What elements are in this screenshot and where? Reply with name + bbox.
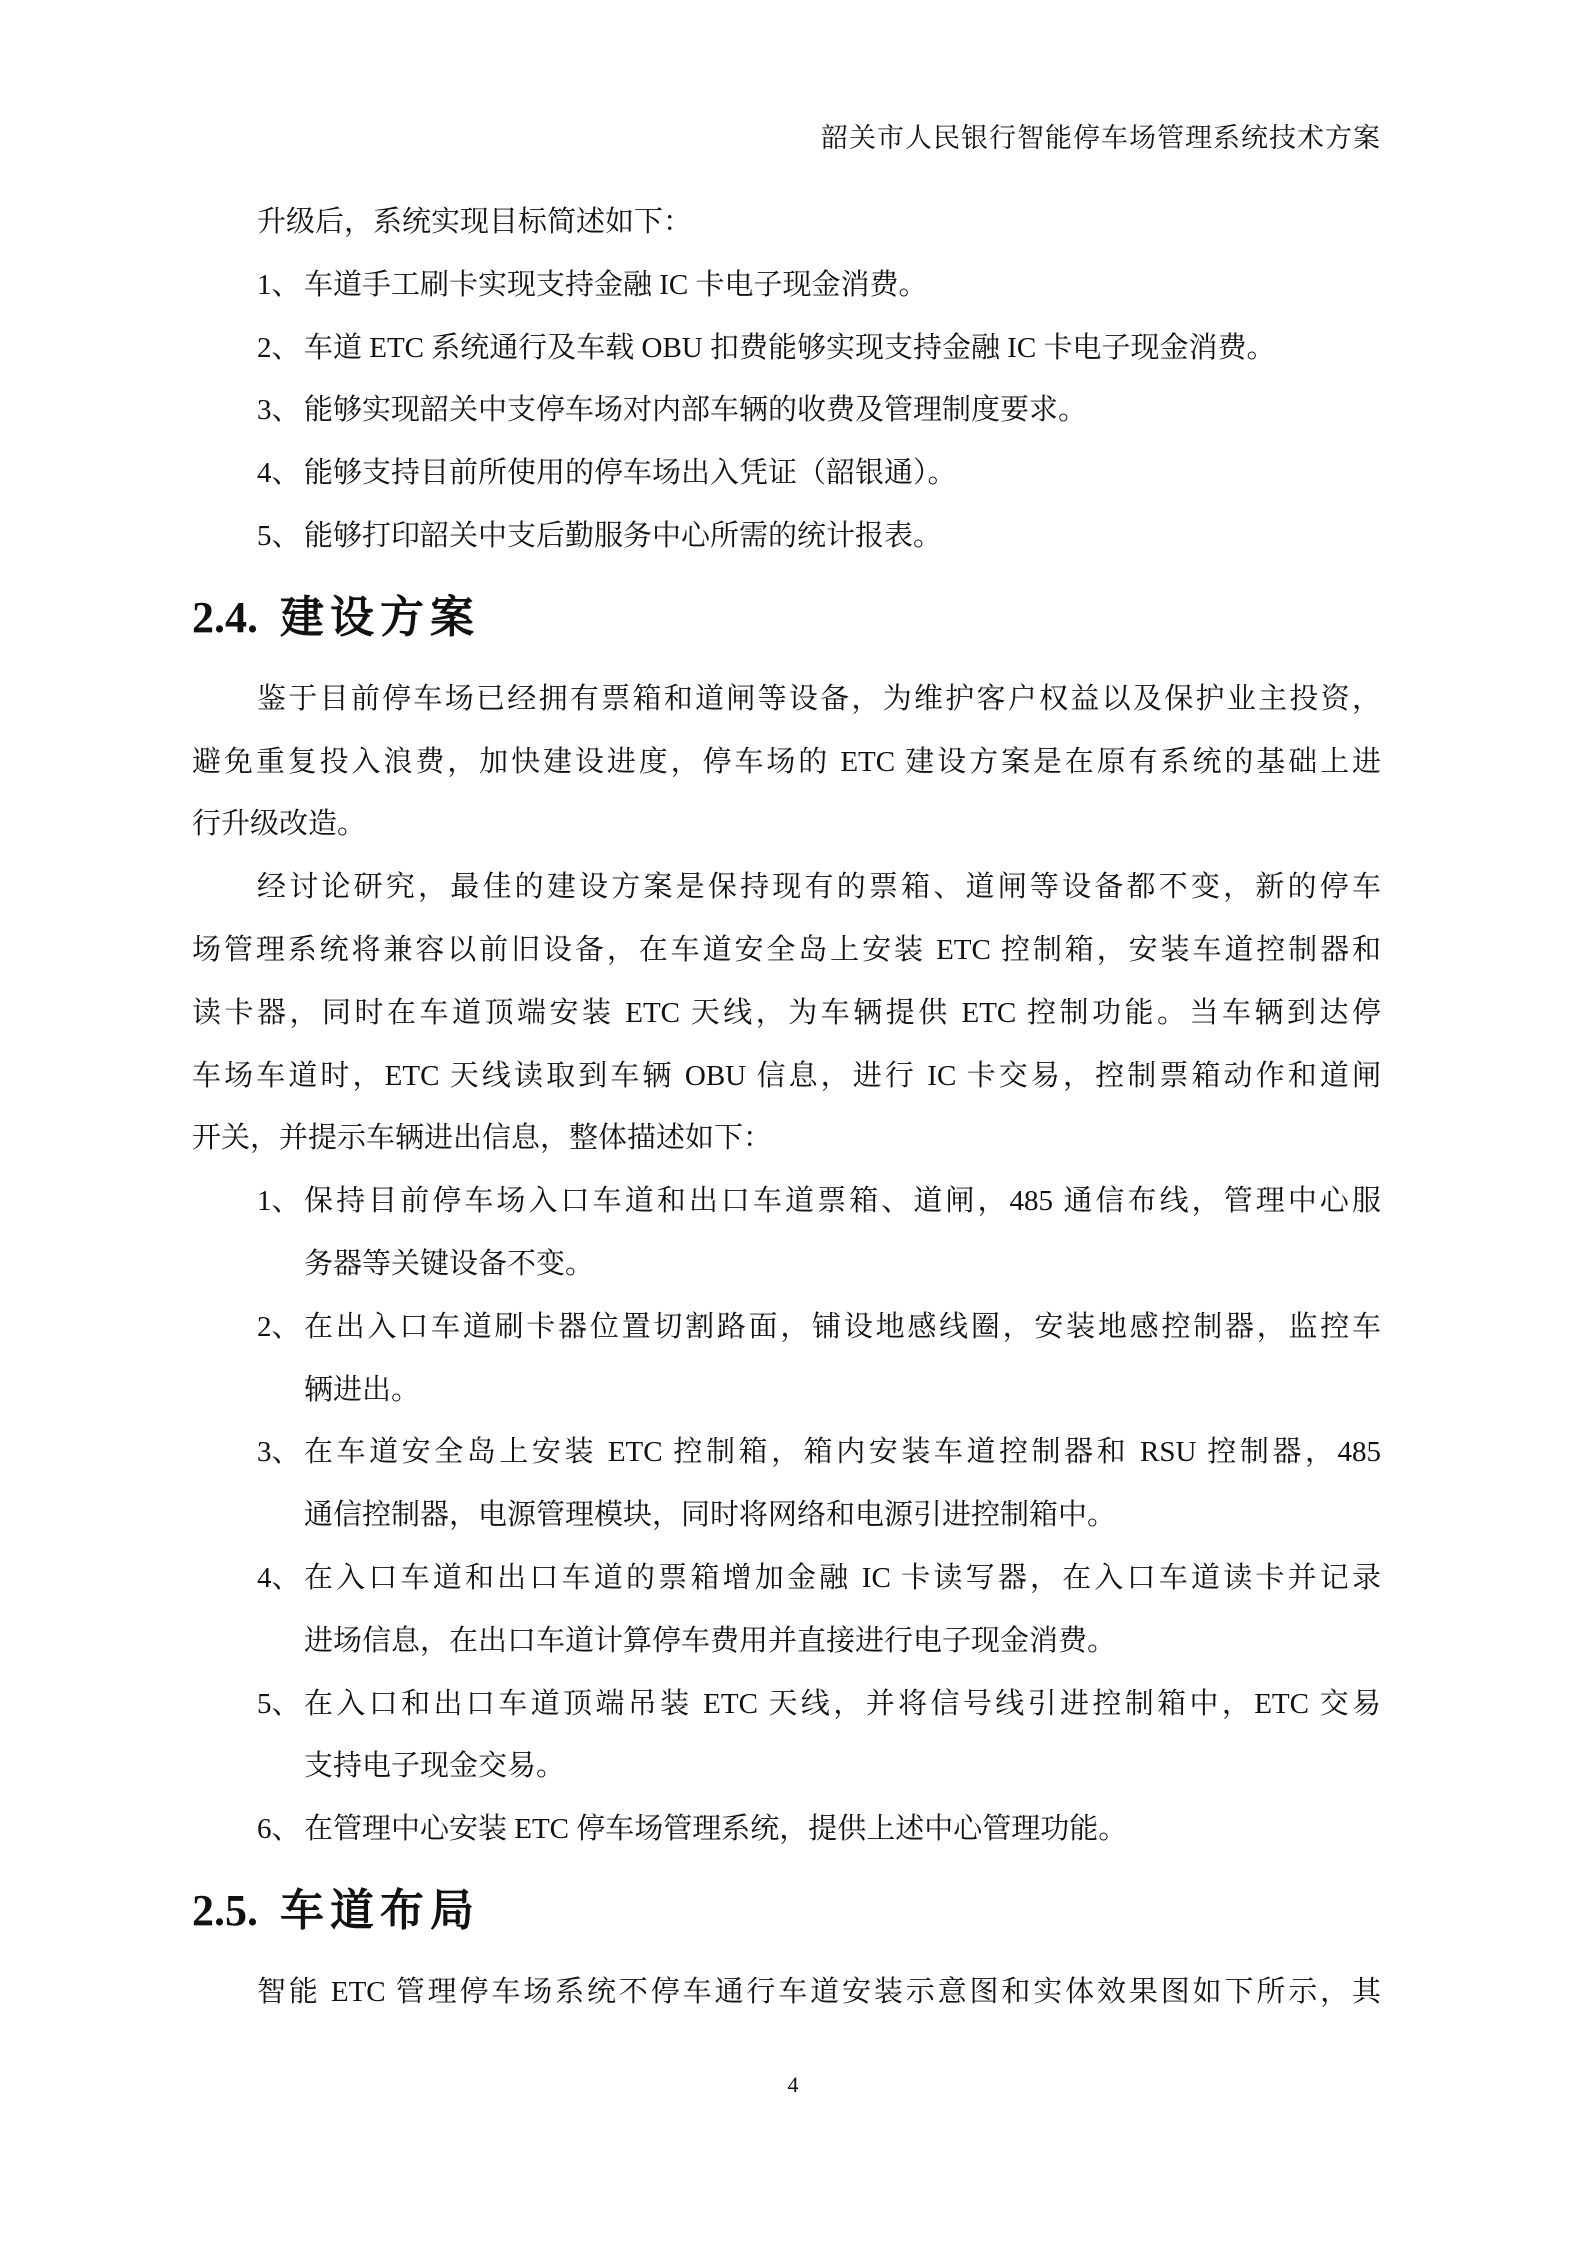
list-number: 6、 [257,1813,301,1846]
list-item [192,1170,1381,1296]
list-number: 5、 [257,1687,301,1720]
paragraph-line: 智能 ETC 管理停车场系统不停车通行车道安装示意图和实体效果图如下所示，其 [257,1975,1381,2008]
list-text: 在车道安全岛上安装 ETC 控制箱，箱内安装车道控制器和 RSU 控制器，485 [304,1436,1381,1469]
list-item [192,379,1381,442]
page-body [192,191,1381,2024]
list-text: 能够实现韶关中支停车场对内部车辆的收费及管理制度要求。 [304,394,1088,427]
goals-list [192,254,1381,568]
list-text: 务器等关键设备不变。 [304,1247,595,1280]
running-header: 韶关市人民银行智能停车场管理系统技术方案 [821,123,1381,153]
section-heading-2-5 [192,1861,1381,1961]
list-number: 3、 [257,1436,301,1469]
list-text: 能够打印韶关中支后勤服务中心所需的统计报表。 [304,519,943,552]
list-text: 车道手工刷卡实现支持金融 IC 卡电子现金消费。 [304,268,928,301]
list-text: 车道 ETC 系统通行及车载 OBU 扣费能够实现支持金融 IC 卡电子现金消费。 [304,331,1276,364]
page-number: 4 [787,2072,799,2097]
intro-text: 升级后，系统实现目标简述如下： [257,206,693,238]
list-text: 在管理中心安装 ETC 停车场管理系统，提供上述中心管理功能。 [304,1813,1128,1846]
construction-list [192,1170,1381,1861]
list-number: 2、 [257,331,301,364]
section-heading-2-4 [192,568,1381,668]
paragraph-line: 开关，并提示车辆进出信息，整体描述如下： [192,1122,773,1155]
list-number: 4、 [257,1561,301,1594]
paragraph [192,1961,1381,2024]
list-text: 能够支持目前所使用的停车场出入凭证（韶银通）。 [304,457,957,490]
list-text: 在入口和出口车道顶端吊装 ETC 天线，并将信号线引进控制箱中，ETC 交易 [304,1687,1381,1720]
list-number: 4、 [257,457,301,490]
list-item [192,1421,1381,1547]
section-title: 建设方案 [280,592,480,642]
paragraph [192,856,1381,1170]
list-text: 通信控制器，电源管理模块，同时将网络和电源引进控制箱中。 [304,1499,1117,1532]
paragraph-line: 车场车道时，ETC 天线读取到车辆 OBU 信息，进行 IC 卡交易，控制票箱动作和道闸 [192,1059,1381,1092]
list-item [192,1673,1381,1799]
list-item [192,505,1381,568]
paragraph-line: 避免重复投入浪费，加快建设进度，停车场的 ETC 建设方案是在原有系统的基础上进 [192,745,1381,778]
paragraph-line: 场管理系统将兼容以前旧设备，在车道安全岛上安装 ETC 控制箱，安装车道控制器和 [192,933,1381,966]
paragraph [192,668,1381,856]
section-number: 2.5. [192,1885,258,1935]
list-number: 5、 [257,519,301,552]
list-item [192,1296,1381,1422]
list-item [192,254,1381,317]
list-number: 1、 [257,1185,301,1218]
list-text: 进场信息，在出口车道计算停车费用并直接进行电子现金消费。 [304,1624,1117,1657]
list-number: 1、 [257,268,301,301]
list-item [192,317,1381,380]
list-item [192,1547,1381,1673]
list-number: 3、 [257,394,301,427]
list-text: 在入口车道和出口车道的票箱增加金融 IC 卡读写器，在入口车道读卡并记录 [304,1561,1381,1594]
paragraph-line: 鉴于目前停车场已经拥有票箱和道闸等设备，为维护客户权益以及保护业主投资， [257,682,1381,715]
list-text: 支持电子现金交易。 [304,1750,566,1783]
list-number: 2、 [257,1310,301,1343]
paragraph-line: 经讨论研究，最佳的建设方案是保持现有的票箱、道闸等设备都不变，新的停车 [257,871,1381,904]
section-title: 车道布局 [280,1885,480,1935]
paragraph-line: 行升级改造。 [192,808,367,841]
section-number: 2.4. [192,592,258,642]
list-item [192,1798,1381,1861]
paragraph-line: 读卡器，同时在车道顶端安装 ETC 天线，为车辆提供 ETC 控制功能。当车辆到达停 [192,996,1381,1029]
list-text: 辆进出。 [304,1373,421,1406]
list-item [192,442,1381,505]
list-text: 保持目前停车场入口车道和出口车道票箱、道闸，485 通信布线，管理中心服 [304,1185,1381,1218]
list-text: 在出入口车道刷卡器位置切割路面，铺设地感线圈，安装地感控制器，监控车 [304,1310,1381,1343]
